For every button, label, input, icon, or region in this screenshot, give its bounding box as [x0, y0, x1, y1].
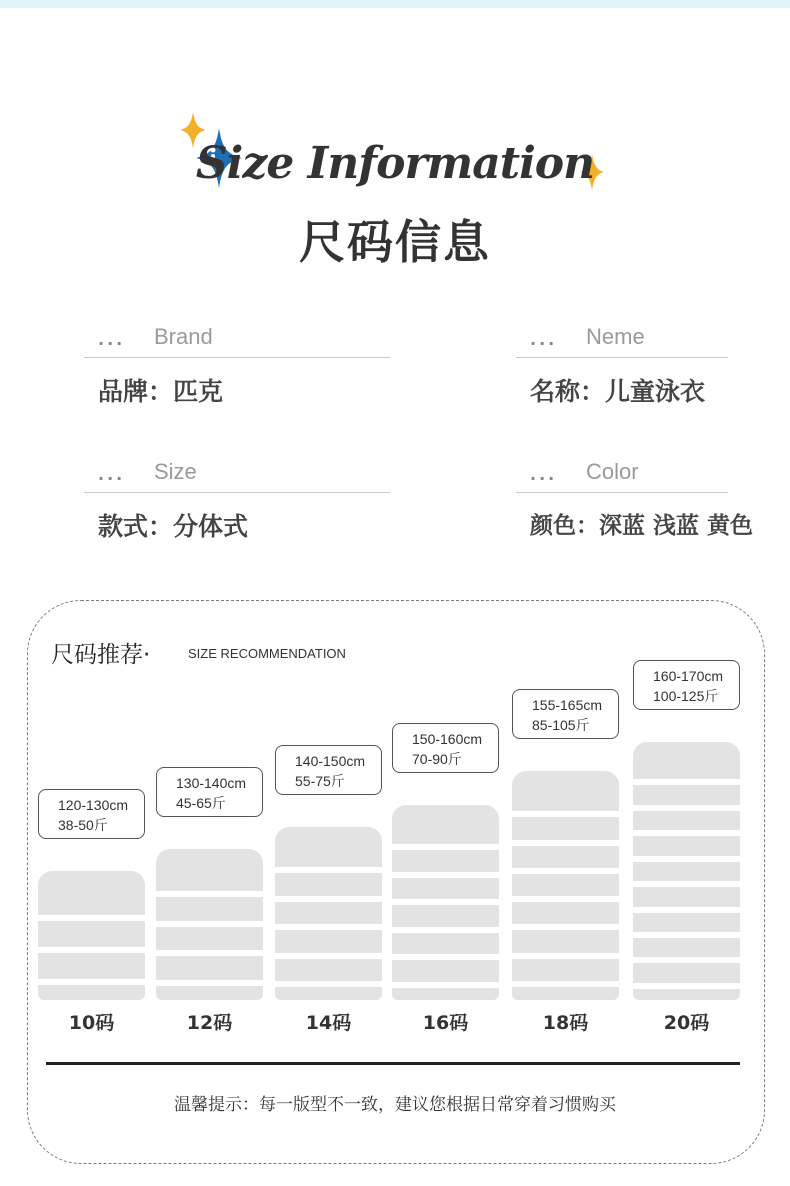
title-english: Size Information — [195, 138, 595, 189]
info-dots: ... — [530, 330, 558, 349]
bar-stripe — [512, 868, 619, 874]
size-label: 20码 — [663, 1012, 710, 1034]
bar-stripe — [633, 907, 740, 913]
bar-stripe — [633, 856, 740, 862]
info-value: 品牌：匹克 — [98, 377, 224, 406]
size-range-bubble — [392, 723, 499, 773]
info-dots: ... — [98, 465, 126, 484]
bar-stripe — [275, 981, 382, 987]
bar-stripe — [512, 953, 619, 959]
bar-stripe — [392, 872, 499, 878]
bar-stripe — [392, 954, 499, 960]
size-label: 10码 — [68, 1012, 115, 1034]
bar-stripe — [156, 921, 263, 927]
height-range: 160-170cm — [653, 668, 724, 684]
size-label: 12码 — [186, 1012, 233, 1034]
size-bar — [512, 771, 619, 1000]
info-label: Color — [586, 459, 639, 484]
size-bar — [38, 871, 145, 1000]
bar-stripe — [392, 982, 499, 988]
height-range: 150-160cm — [412, 731, 483, 747]
bar-stripe — [633, 805, 740, 811]
info-value: 颜色：深蓝 浅蓝 黄色 — [530, 513, 754, 539]
size-bar — [392, 805, 499, 1000]
info-label: Neme — [586, 324, 645, 349]
bar-stripe — [633, 932, 740, 938]
recommendation-subtitle: SIZE RECOMMENDATION — [188, 646, 346, 661]
info-dots: ... — [98, 330, 126, 349]
bar-stripe — [512, 981, 619, 987]
bar-stripe — [392, 899, 499, 905]
bar-stripe — [38, 979, 145, 985]
info-label: Brand — [154, 324, 213, 349]
bar-stripe — [512, 924, 619, 930]
bar-stripe — [633, 957, 740, 963]
recommendation-title: 尺码推荐· — [51, 642, 151, 668]
bar-stripe — [512, 811, 619, 817]
bar-stripe — [156, 980, 263, 986]
size-bar — [633, 742, 740, 1000]
title-chinese: 尺码信息 — [299, 215, 491, 269]
size-label: 18码 — [542, 1012, 589, 1034]
tip-text: 温馨提示：每一版型不一致，建议您根据日常穿着习惯购买 — [174, 1095, 616, 1115]
size-range-bubble — [38, 789, 145, 839]
size-label: 16码 — [422, 1012, 469, 1034]
bar-stripe — [275, 896, 382, 902]
height-range: 140-150cm — [295, 753, 366, 769]
bar-stripe — [38, 915, 145, 921]
weight-range: 70-90斤 — [412, 751, 462, 767]
bar-stripe — [512, 840, 619, 846]
height-range: 155-165cm — [532, 697, 603, 713]
bar-stripe — [392, 844, 499, 850]
size-range-bubble — [275, 745, 382, 795]
size-range-bubble — [512, 689, 619, 739]
size-label: 14码 — [305, 1012, 352, 1034]
bar-stripe — [38, 947, 145, 953]
weight-range: 100-125斤 — [653, 688, 719, 704]
weight-range: 38-50斤 — [58, 817, 108, 833]
bar-stripe — [633, 881, 740, 887]
height-range: 130-140cm — [176, 775, 247, 791]
size-range-bubble — [156, 767, 263, 817]
divider — [46, 1062, 740, 1065]
info-label: Size — [154, 459, 197, 484]
size-bar — [275, 827, 382, 1000]
bar-stripe — [633, 983, 740, 989]
bar-stripe — [512, 896, 619, 902]
info-value: 款式：分体式 — [98, 512, 249, 541]
bar-stripe — [156, 891, 263, 897]
weight-range: 45-65斤 — [176, 795, 226, 811]
bar-stripe — [275, 953, 382, 959]
size-bar — [156, 849, 263, 1000]
size-range-bubble — [633, 660, 740, 710]
info-value: 名称：儿童泳衣 — [530, 377, 706, 406]
weight-range: 55-75斤 — [295, 773, 345, 789]
bar-stripe — [633, 830, 740, 836]
info-dots: ... — [530, 465, 558, 484]
bar-stripe — [392, 927, 499, 933]
weight-range: 85-105斤 — [532, 717, 590, 733]
bar-stripe — [275, 924, 382, 930]
bar-stripe — [633, 779, 740, 785]
bar-stripe — [156, 950, 263, 956]
bar-stripe — [275, 867, 382, 873]
height-range: 120-130cm — [58, 797, 129, 813]
